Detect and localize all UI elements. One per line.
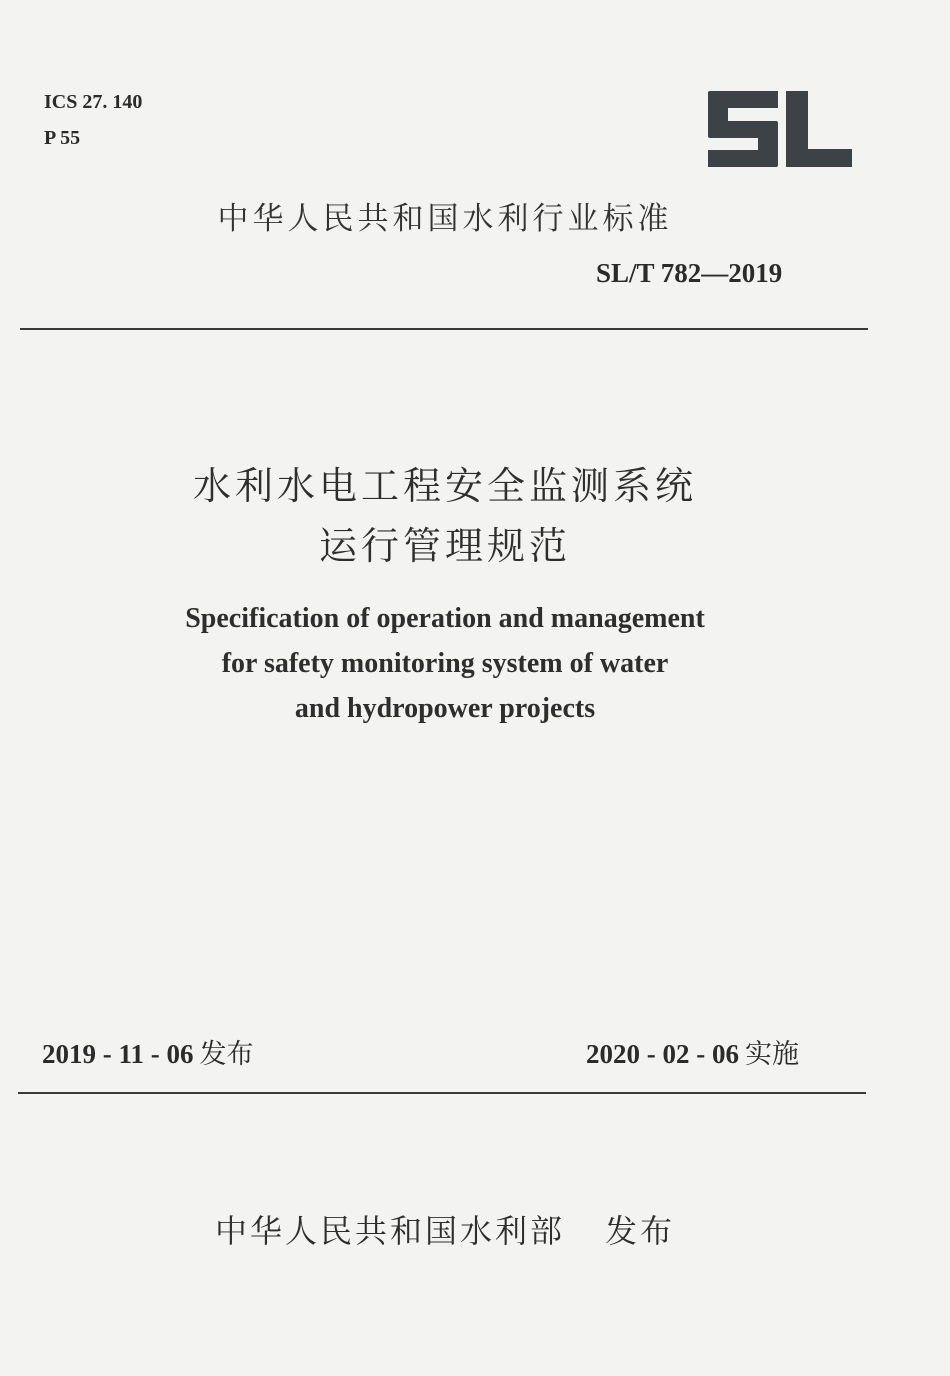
english-title [0,596,890,731]
chinese-title [0,456,890,576]
standard-type-heading: 中华人民共和国水利行业标准 [217,201,673,237]
bottom-divider [18,1092,866,1094]
effective-label: 实施 [744,1039,799,1070]
issue-label: 发布 [199,1039,254,1070]
publish-label: 发布 [605,1212,676,1250]
effective-date-block [586,1032,799,1071]
standard-code: SL/T 782—2019 [596,258,783,288]
top-divider [20,328,868,330]
chinese-title-line-2: 运行管理规范 [318,524,571,568]
issue-date-block [42,1032,254,1071]
sl-logo [706,91,852,167]
publisher-line [0,1206,890,1252]
ics-code: ICS 27. 140 [44,91,143,113]
english-title-line-1: Specification of operation and management [185,603,705,634]
effective-date: 2020 - 02 - 06 [586,1039,739,1069]
p-code: P 55 [44,127,81,149]
chinese-title-line-1: 水利水电工程安全监测系统 [192,464,697,508]
issue-date: 2019 - 11 - 06 [42,1039,194,1069]
publisher-name: 中华人民共和国水利部 [214,1212,565,1250]
english-title-line-2: for safety monitoring system of water [221,648,669,679]
english-title-line-3: and hydropower projects [294,693,596,724]
